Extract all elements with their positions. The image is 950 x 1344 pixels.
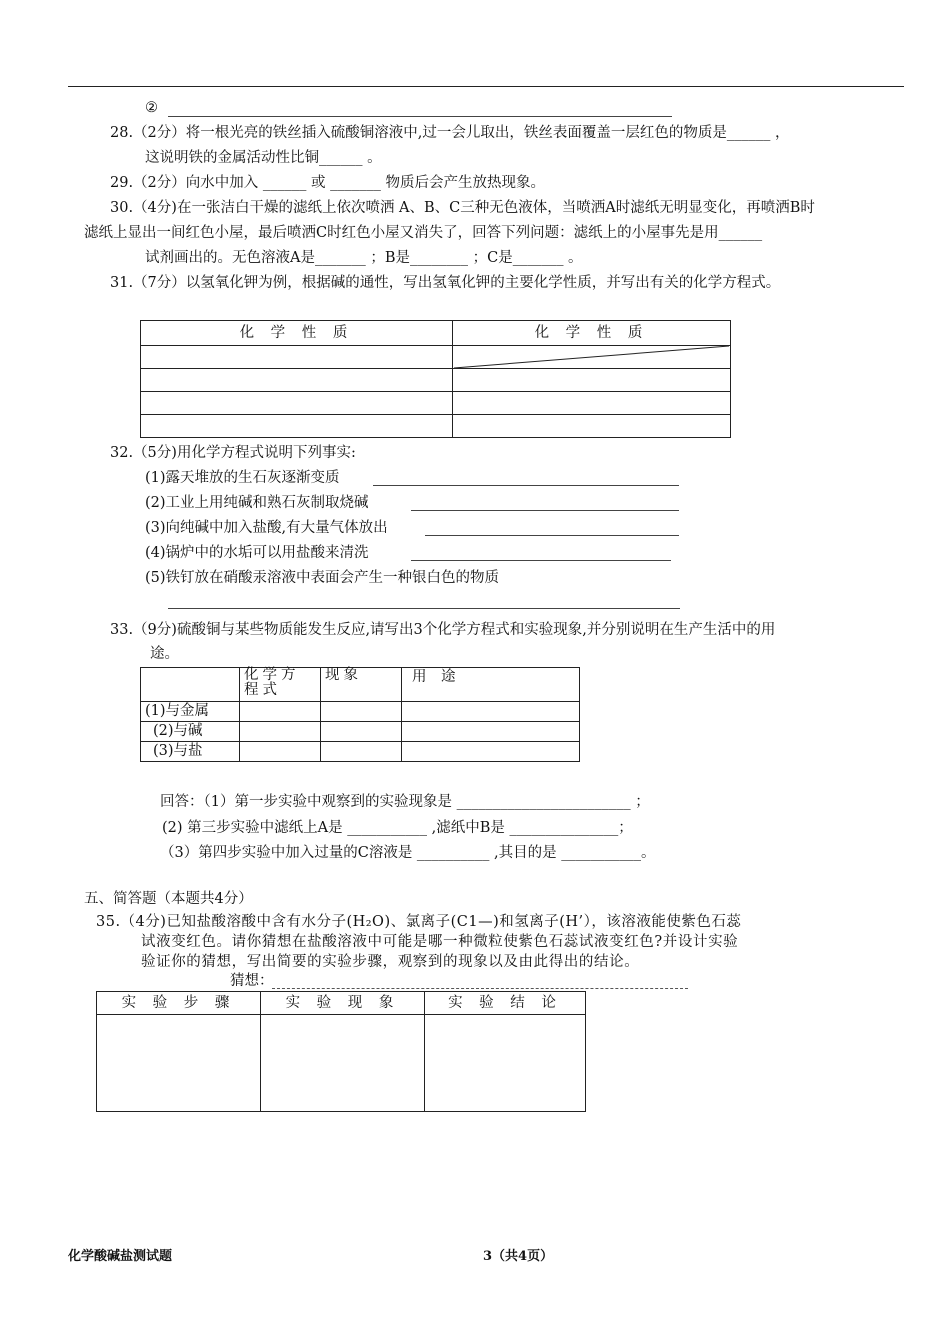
footer-title: 化学酸碱盐测试题 xyxy=(68,1249,173,1264)
circled-number: ② xyxy=(145,100,158,116)
q31-cell[interactable] xyxy=(141,392,453,415)
q29: 29.（2分）向水中加入 ______ 或 _______ 物质后会产生放热现象。 xyxy=(110,175,545,191)
q33-line1: 33.（9分)硫酸铜与某些物质能发生反应,请写出3个化学方程式和实验现象,并分别说明在生产生活中的用 xyxy=(110,622,776,638)
q35-header-steps: 实 验 步 骤 xyxy=(97,992,261,1015)
q28-line1: 28.（2分）将一根光亮的铁丝插入硫酸铜溶液中,过一会儿取出，铁丝表面覆盖一层红色的物质是______ ， xyxy=(110,125,790,141)
q33-line2: 途。 xyxy=(150,646,179,662)
q33-cell[interactable] xyxy=(321,742,402,762)
answer-line-2: (2) 第三步实验中滤纸上A是 ___________ ,滤纸中B是 _______________； xyxy=(162,820,633,836)
section-5-title: 五、简答题（本题共4分） xyxy=(84,891,253,907)
q31-table xyxy=(140,320,731,438)
q32-item-5: (5)铁钉放在硝酸汞溶液中表面会产生一种银白色的物质 xyxy=(145,570,500,586)
q30-line2: 滤纸上显出一间红色小屋，最后喷洒C时红色小屋又消失了，回答下列问题：滤纸上的小屋事先是用______ xyxy=(84,225,763,241)
q27-part2 xyxy=(145,98,158,118)
q33-cell[interactable] xyxy=(321,722,402,742)
q35-cell[interactable] xyxy=(261,1015,425,1112)
q31-cell[interactable] xyxy=(141,369,453,392)
q32-title: 32.（5分)用化学方程式说明下列事实: xyxy=(110,445,356,461)
q32-item-2: (2)工业上用纯碱和熟石灰制取烧碱 xyxy=(145,495,369,511)
q33-table xyxy=(140,667,580,762)
q33-cell[interactable] xyxy=(240,742,321,762)
answer-line-3: （3）第四步实验中加入过量的C溶液是 __________ ,其目的是 ___________。 xyxy=(160,845,656,861)
q30-line3: 试剂画出的。无色溶液A是_______ ；B是________ ；C是_______ 。 xyxy=(145,250,583,266)
q31-header-2: 化 学 性 质 xyxy=(453,321,731,346)
q35-line2: 试液变红色。请你猜想在盐酸溶液中可能是哪一种微粒使紫色石蕊试液变红色?并设计实验 xyxy=(141,934,739,950)
answer-line xyxy=(373,485,679,486)
q33-cell[interactable] xyxy=(402,742,580,762)
q33-row-label: (2)与碱 xyxy=(141,722,240,742)
q35-guess-label: 猜想： xyxy=(230,973,274,989)
header-rule xyxy=(68,86,904,87)
q33-cell[interactable] xyxy=(240,702,321,722)
q35-line1: 35.（4分)已知盐酸溶酸中含有水分子(H₂O)、氯离子(C1—)和氢离子(H’），该溶液能使紫色石蕊 xyxy=(96,914,742,930)
q30-line1: 30.（4分)在一张洁白干燥的滤纸上依次喷洒 A、B、C三种无色液体，当喷洒A时滤纸无明显变化，再喷洒B时 xyxy=(110,200,815,216)
q31-cell[interactable] xyxy=(453,369,731,392)
q33-header-blank xyxy=(141,668,240,702)
q32-item-4: (4)锅炉中的水垢可以用盐酸来清洗 xyxy=(145,545,369,561)
guess-answer-line[interactable] xyxy=(272,988,688,989)
q31-text: 31.（7分）以氢氧化钾为例，根据碱的通性，写出氢氧化钾的主要化学性质，并写出有关的化学方程式。 xyxy=(110,275,781,291)
q32-item-1: (1)露天堆放的生石灰逐渐变质 xyxy=(145,470,340,486)
diagonal-line xyxy=(452,344,730,370)
q35-table xyxy=(96,991,586,1112)
q33-cell[interactable] xyxy=(321,702,402,722)
answer-line xyxy=(411,560,671,561)
q32-item-3: (3)向纯碱中加入盐酸,有大量气体放出 xyxy=(145,520,388,536)
q33-row-label: (3)与盐 xyxy=(141,742,240,762)
q33-header-usage: 用 途 xyxy=(402,668,580,702)
footer-page-number: 3（共4页） xyxy=(483,1249,554,1264)
q35-cell[interactable] xyxy=(97,1015,261,1112)
q31-cell[interactable] xyxy=(453,392,731,415)
q28-line2: 这说明铁的金属活动性比铜______ 。 xyxy=(145,150,382,166)
q35-header-conclusion: 实 验 结 论 xyxy=(425,992,586,1015)
q35-header-phenomenon: 实 验 现 象 xyxy=(261,992,425,1015)
q33-header-phenomenon: 现象 xyxy=(321,668,402,702)
answer-line-1: 回答：（1）第一步实验中观察到的实验现象是 ________________________ ； xyxy=(160,794,650,810)
q33-header-equation: 化学方程式 xyxy=(240,668,321,702)
q31-cell[interactable] xyxy=(453,415,731,438)
q31-cell[interactable] xyxy=(141,415,453,438)
answer-line xyxy=(425,535,679,536)
q35-line3: 验证你的猜想，写出简要的实验步骤，观察到的现象以及由此得出的结论。 xyxy=(141,954,640,970)
q31-header-1: 化 学 性 质 xyxy=(141,321,453,346)
answer-line xyxy=(168,116,672,117)
q33-cell[interactable] xyxy=(402,722,580,742)
answer-line xyxy=(411,510,679,511)
q35-cell[interactable] xyxy=(425,1015,586,1112)
q31-cell[interactable] xyxy=(141,346,453,369)
q33-row-label: (1)与金属 xyxy=(141,702,240,722)
q33-cell[interactable] xyxy=(240,722,321,742)
answer-line xyxy=(168,608,680,609)
q33-cell[interactable] xyxy=(402,702,580,722)
